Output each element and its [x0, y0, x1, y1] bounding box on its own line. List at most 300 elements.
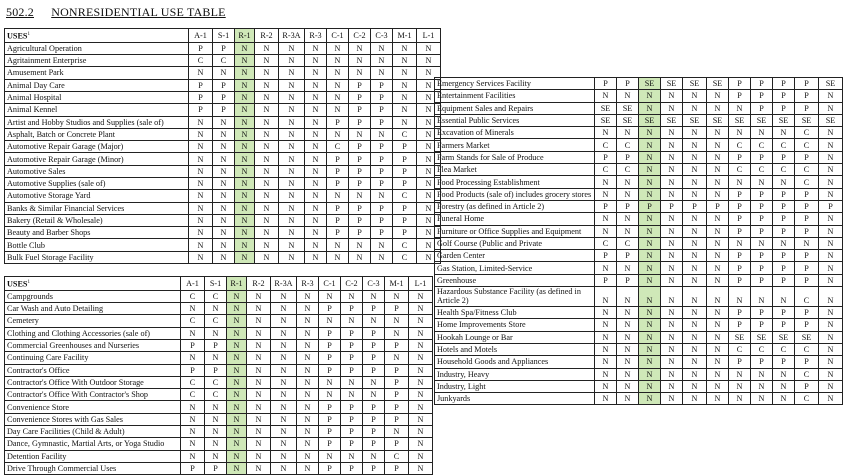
use-permission-cell: N: [409, 290, 433, 302]
use-permission-cell: N: [409, 401, 433, 413]
use-permission-cell: P: [319, 303, 341, 315]
use-permission-cell: N: [417, 141, 441, 153]
use-permission-cell: N: [327, 190, 349, 202]
use-permission-cell: P: [729, 200, 751, 212]
use-permission-cell: N: [271, 364, 297, 376]
use-permission-cell: N: [247, 339, 271, 351]
use-permission-cell: N: [279, 104, 305, 116]
use-permission-cell: N: [393, 104, 417, 116]
use-permission-cell: N: [661, 176, 683, 188]
use-permission-cell: P: [773, 200, 795, 212]
use-permission-cell: P: [393, 202, 417, 214]
use-permission-cell: P: [319, 462, 341, 474]
use-name: Forestry (as defined in Article 2): [435, 200, 595, 212]
use-permission-cell: N: [661, 102, 683, 114]
use-permission-cell: N: [205, 401, 227, 413]
use-permission-cell: N: [683, 319, 707, 331]
use-permission-cell: N: [595, 287, 617, 307]
use-name: Health Spa/Fitness Club: [435, 307, 595, 319]
use-permission-cell: P: [205, 462, 227, 474]
use-permission-cell: N: [327, 239, 349, 251]
use-permission-cell: N: [417, 227, 441, 239]
use-permission-cell: P: [371, 104, 393, 116]
use-permission-cell: N: [363, 450, 385, 462]
use-permission-cell: N: [279, 190, 305, 202]
use-permission-cell: N: [305, 91, 327, 103]
use-permission-cell: N: [213, 178, 235, 190]
use-permission-cell: N: [319, 450, 341, 462]
use-permission-cell: P: [385, 376, 409, 388]
use-permission-cell: N: [235, 227, 255, 239]
use-name: Entertainment Facilities: [435, 90, 595, 102]
use-permission-cell: N: [279, 55, 305, 67]
use-permission-cell: N: [305, 67, 327, 79]
use-permission-cell: N: [639, 380, 661, 392]
use-permission-cell: N: [639, 127, 661, 139]
use-permission-cell: N: [707, 274, 729, 286]
use-permission-cell: P: [683, 200, 707, 212]
use-permission-cell: N: [341, 315, 363, 327]
use-permission-cell: P: [319, 352, 341, 364]
use-permission-cell: P: [751, 90, 773, 102]
use-permission-cell: SE: [595, 102, 617, 114]
use-permission-cell: N: [271, 339, 297, 351]
use-permission-cell: P: [385, 438, 409, 450]
use-permission-cell: N: [255, 178, 279, 190]
use-permission-cell: C: [795, 343, 819, 355]
use-permission-cell: N: [189, 214, 213, 226]
use-permission-cell: C: [773, 164, 795, 176]
use-permission-cell: N: [235, 214, 255, 226]
use-permission-cell: N: [409, 327, 433, 339]
table-row: [5, 190, 441, 202]
use-permission-cell: N: [279, 91, 305, 103]
use-permission-cell: N: [279, 165, 305, 177]
use-permission-cell: N: [683, 331, 707, 343]
use-permission-cell: P: [617, 200, 639, 212]
use-name: Car Wash and Auto Detailing: [5, 303, 181, 315]
table-row: [5, 290, 433, 302]
table-row: [5, 79, 441, 91]
use-permission-cell: N: [595, 380, 617, 392]
use-name: Emergency Services Facility: [435, 78, 595, 90]
use-permission-cell: N: [181, 327, 205, 339]
use-permission-cell: N: [417, 202, 441, 214]
use-name: Essential Public Services: [435, 114, 595, 126]
use-permission-cell: N: [661, 90, 683, 102]
use-permission-cell: N: [751, 127, 773, 139]
use-permission-cell: N: [305, 190, 327, 202]
table-row: [5, 303, 433, 315]
use-name: Animal Day Care: [5, 79, 189, 91]
table-row: [435, 164, 843, 176]
use-permission-cell: N: [751, 176, 773, 188]
use-permission-cell: N: [639, 139, 661, 151]
use-permission-cell: P: [319, 339, 341, 351]
use-name: Asphalt, Batch or Concrete Plant: [5, 128, 189, 140]
section-title: [6, 5, 226, 20]
use-permission-cell: P: [371, 227, 393, 239]
use-name: Agricultural Operation: [5, 42, 189, 54]
table-row: [5, 227, 441, 239]
use-permission-cell: N: [255, 190, 279, 202]
column-header-r-3a: R-3A: [279, 29, 305, 43]
use-permission-cell: N: [205, 413, 227, 425]
use-permission-cell: C: [773, 139, 795, 151]
use-permission-cell: N: [417, 178, 441, 190]
use-permission-cell: N: [639, 319, 661, 331]
use-name: Home Improvements Store: [435, 319, 595, 331]
use-permission-cell: N: [617, 356, 639, 368]
use-permission-cell: P: [385, 339, 409, 351]
table-row: [435, 250, 843, 262]
column-header-a-1: A-1: [181, 277, 205, 291]
use-permission-cell: N: [227, 303, 247, 315]
use-permission-cell: SE: [773, 331, 795, 343]
use-permission-cell: N: [305, 141, 327, 153]
use-permission-cell: N: [639, 225, 661, 237]
use-permission-cell: N: [595, 213, 617, 225]
use-permission-cell: P: [819, 200, 843, 212]
use-permission-cell: P: [751, 307, 773, 319]
use-permission-cell: N: [271, 426, 297, 438]
table-row: [435, 213, 843, 225]
use-permission-cell: N: [271, 327, 297, 339]
use-permission-cell: P: [327, 116, 349, 128]
use-permission-cell: N: [297, 327, 319, 339]
use-permission-cell: N: [417, 91, 441, 103]
use-permission-cell: N: [751, 368, 773, 380]
use-permission-cell: P: [751, 250, 773, 262]
use-name: Automotive Repair Garage (Minor): [5, 153, 189, 165]
use-permission-cell: N: [819, 250, 843, 262]
use-permission-cell: N: [189, 116, 213, 128]
use-permission-cell: P: [639, 200, 661, 212]
use-permission-cell: N: [661, 127, 683, 139]
table-row: [5, 426, 433, 438]
table-row: [5, 401, 433, 413]
use-permission-cell: N: [247, 426, 271, 438]
use-permission-cell: N: [707, 343, 729, 355]
use-permission-cell: N: [683, 176, 707, 188]
column-header-m-1: M-1: [393, 29, 417, 43]
use-permission-cell: N: [279, 153, 305, 165]
use-permission-cell: N: [729, 368, 751, 380]
use-permission-cell: N: [371, 67, 393, 79]
use-permission-cell: C: [385, 450, 409, 462]
use-permission-cell: N: [349, 190, 371, 202]
use-permission-cell: N: [683, 90, 707, 102]
column-header-r-2: R-2: [255, 29, 279, 43]
use-permission-cell: N: [227, 401, 247, 413]
table-row: [435, 274, 843, 286]
use-permission-cell: P: [751, 319, 773, 331]
use-permission-cell: P: [319, 413, 341, 425]
use-permission-cell: N: [393, 79, 417, 91]
use-permission-cell: P: [189, 91, 213, 103]
use-permission-cell: C: [327, 141, 349, 153]
use-permission-cell: P: [319, 327, 341, 339]
use-permission-cell: N: [349, 251, 371, 263]
use-permission-cell: N: [417, 42, 441, 54]
use-permission-cell: P: [595, 78, 617, 90]
use-name: Greenhouse: [435, 274, 595, 286]
use-permission-cell: N: [247, 438, 271, 450]
use-permission-cell: C: [729, 343, 751, 355]
use-permission-cell: P: [385, 389, 409, 401]
use-permission-cell: P: [363, 426, 385, 438]
use-permission-cell: N: [707, 356, 729, 368]
use-permission-cell: N: [819, 356, 843, 368]
use-name: Farmers Market: [435, 139, 595, 151]
use-permission-cell: P: [213, 91, 235, 103]
use-permission-cell: N: [247, 290, 271, 302]
use-permission-cell: N: [639, 393, 661, 405]
use-permission-cell: N: [297, 389, 319, 401]
use-permission-cell: P: [751, 188, 773, 200]
use-permission-cell: P: [707, 200, 729, 212]
use-name: Clothing and Clothing Accessories (sale of): [5, 327, 181, 339]
use-permission-cell: N: [235, 165, 255, 177]
use-permission-cell: P: [189, 79, 213, 91]
use-permission-cell: N: [639, 250, 661, 262]
use-name: Contractor's Office: [5, 364, 181, 376]
use-permission-cell: N: [305, 178, 327, 190]
use-permission-cell: N: [247, 352, 271, 364]
table-row: [5, 128, 441, 140]
use-permission-cell: N: [247, 401, 271, 413]
use-permission-cell: N: [773, 287, 795, 307]
use-permission-cell: P: [795, 319, 819, 331]
use-permission-cell: N: [247, 364, 271, 376]
use-permission-cell: P: [773, 78, 795, 90]
use-permission-cell: P: [371, 79, 393, 91]
use-permission-cell: P: [729, 274, 751, 286]
use-permission-cell: N: [639, 237, 661, 249]
use-permission-cell: N: [213, 116, 235, 128]
use-permission-cell: N: [213, 190, 235, 202]
use-permission-cell: N: [661, 139, 683, 151]
table-row: [5, 315, 433, 327]
use-permission-cell: N: [595, 225, 617, 237]
use-permission-cell: SE: [751, 114, 773, 126]
use-permission-cell: P: [795, 78, 819, 90]
use-name: Bulk Fuel Storage Facility: [5, 251, 189, 263]
use-permission-cell: N: [327, 91, 349, 103]
use-permission-cell: N: [661, 307, 683, 319]
use-permission-cell: N: [617, 380, 639, 392]
use-permission-cell: N: [639, 151, 661, 163]
use-permission-cell: N: [213, 141, 235, 153]
use-permission-cell: C: [795, 368, 819, 380]
use-permission-cell: N: [617, 319, 639, 331]
use-permission-cell: N: [189, 251, 213, 263]
use-permission-cell: N: [617, 176, 639, 188]
use-permission-cell: P: [795, 188, 819, 200]
use-permission-cell: N: [595, 176, 617, 188]
use-permission-cell: N: [341, 376, 363, 388]
use-permission-cell: N: [707, 164, 729, 176]
use-name: Hazardous Substance Facility (as defined in Article 2): [435, 287, 595, 307]
use-name: Campgrounds: [5, 290, 181, 302]
use-permission-cell: N: [617, 127, 639, 139]
use-permission-cell: N: [707, 151, 729, 163]
table-row: [5, 462, 433, 474]
use-permission-cell: N: [617, 307, 639, 319]
use-permission-cell: N: [595, 127, 617, 139]
use-permission-cell: N: [661, 287, 683, 307]
table-row: [5, 413, 433, 425]
use-permission-cell: N: [189, 190, 213, 202]
use-permission-cell: SE: [795, 114, 819, 126]
use-permission-cell: N: [393, 91, 417, 103]
use-permission-cell: P: [393, 214, 417, 226]
use-permission-cell: N: [707, 368, 729, 380]
use-permission-cell: N: [371, 190, 393, 202]
table-row: [5, 450, 433, 462]
use-permission-cell: P: [393, 165, 417, 177]
use-permission-cell: SE: [683, 114, 707, 126]
use-name: Agritainment Enterprise: [5, 55, 189, 67]
table-row: [435, 114, 843, 126]
use-permission-cell: N: [661, 213, 683, 225]
use-permission-cell: N: [235, 79, 255, 91]
use-permission-cell: N: [227, 290, 247, 302]
use-permission-cell: P: [751, 274, 773, 286]
use-permission-cell: N: [661, 225, 683, 237]
use-permission-cell: N: [271, 352, 297, 364]
use-permission-cell: C: [751, 343, 773, 355]
use-permission-cell: P: [341, 426, 363, 438]
use-permission-cell: N: [271, 438, 297, 450]
use-permission-cell: P: [189, 104, 213, 116]
use-permission-cell: P: [349, 104, 371, 116]
use-permission-cell: P: [363, 364, 385, 376]
use-permission-cell: N: [235, 67, 255, 79]
use-permission-cell: N: [707, 287, 729, 307]
use-permission-cell: N: [409, 389, 433, 401]
use-permission-cell: N: [661, 319, 683, 331]
use-permission-cell: P: [393, 178, 417, 190]
use-permission-cell: C: [595, 237, 617, 249]
use-permission-cell: P: [349, 178, 371, 190]
use-permission-cell: N: [349, 128, 371, 140]
use-name: Automotive Repair Garage (Major): [5, 141, 189, 153]
use-permission-cell: N: [271, 401, 297, 413]
use-permission-cell: N: [595, 393, 617, 405]
use-permission-cell: N: [189, 153, 213, 165]
use-permission-cell: N: [417, 165, 441, 177]
use-permission-cell: C: [729, 139, 751, 151]
use-permission-cell: N: [181, 352, 205, 364]
use-permission-cell: P: [729, 90, 751, 102]
table-row: [435, 262, 843, 274]
use-permission-cell: N: [297, 413, 319, 425]
table-row: [435, 151, 843, 163]
use-permission-cell: N: [819, 127, 843, 139]
use-permission-cell: N: [683, 287, 707, 307]
use-permission-cell: N: [255, 251, 279, 263]
use-permission-cell: N: [205, 352, 227, 364]
use-permission-cell: N: [595, 188, 617, 200]
column-header-r-3a: R-3A: [271, 277, 297, 291]
use-permission-cell: N: [639, 331, 661, 343]
use-permission-cell: P: [341, 401, 363, 413]
use-permission-cell: N: [595, 343, 617, 355]
use-permission-cell: N: [247, 450, 271, 462]
use-permission-cell: N: [683, 164, 707, 176]
use-permission-cell: N: [795, 237, 819, 249]
use-permission-cell: N: [279, 251, 305, 263]
use-permission-cell: N: [819, 380, 843, 392]
use-permission-cell: P: [205, 339, 227, 351]
use-permission-cell: P: [751, 151, 773, 163]
use-permission-cell: N: [255, 104, 279, 116]
use-permission-cell: P: [773, 213, 795, 225]
column-header-c-3: C-3: [371, 29, 393, 43]
use-permission-cell: SE: [707, 114, 729, 126]
use-permission-cell: N: [385, 315, 409, 327]
use-permission-cell: N: [371, 239, 393, 251]
use-permission-cell: C: [393, 190, 417, 202]
use-permission-cell: N: [661, 356, 683, 368]
use-permission-cell: P: [751, 102, 773, 114]
use-permission-cell: N: [661, 380, 683, 392]
use-permission-cell: P: [181, 462, 205, 474]
table-row: [5, 141, 441, 153]
use-permission-cell: N: [729, 393, 751, 405]
use-permission-cell: N: [683, 151, 707, 163]
use-permission-cell: C: [393, 239, 417, 251]
use-permission-cell: N: [255, 116, 279, 128]
use-permission-cell: N: [409, 438, 433, 450]
use-permission-cell: N: [205, 426, 227, 438]
use-name: Funeral Home: [435, 213, 595, 225]
use-permission-cell: N: [683, 356, 707, 368]
use-permission-cell: N: [819, 262, 843, 274]
table-row: [5, 153, 441, 165]
use-permission-cell: N: [595, 319, 617, 331]
use-permission-cell: P: [349, 116, 371, 128]
uses-header: USES$^1$: [5, 29, 189, 43]
use-permission-cell: N: [409, 303, 433, 315]
use-permission-cell: P: [595, 151, 617, 163]
section-number: 502.2: [6, 5, 34, 19]
use-permission-cell: N: [247, 389, 271, 401]
use-permission-cell: C: [205, 290, 227, 302]
use-name: Household Goods and Appliances: [435, 356, 595, 368]
use-permission-cell: N: [279, 67, 305, 79]
use-permission-cell: N: [729, 176, 751, 188]
use-permission-cell: N: [213, 128, 235, 140]
use-permission-cell: N: [371, 251, 393, 263]
table-row: [5, 376, 433, 388]
use-permission-cell: N: [639, 90, 661, 102]
use-permission-cell: N: [213, 202, 235, 214]
use-permission-cell: SE: [751, 331, 773, 343]
use-permission-cell: P: [773, 274, 795, 286]
use-permission-cell: P: [729, 213, 751, 225]
use-permission-cell: P: [795, 151, 819, 163]
use-name: Furniture or Office Supplies and Equipment: [435, 225, 595, 237]
use-permission-cell: N: [683, 102, 707, 114]
use-permission-cell: N: [393, 116, 417, 128]
use-permission-cell: P: [773, 225, 795, 237]
use-permission-cell: P: [319, 401, 341, 413]
use-permission-cell: N: [393, 55, 417, 67]
use-permission-cell: N: [385, 327, 409, 339]
use-permission-cell: N: [707, 90, 729, 102]
